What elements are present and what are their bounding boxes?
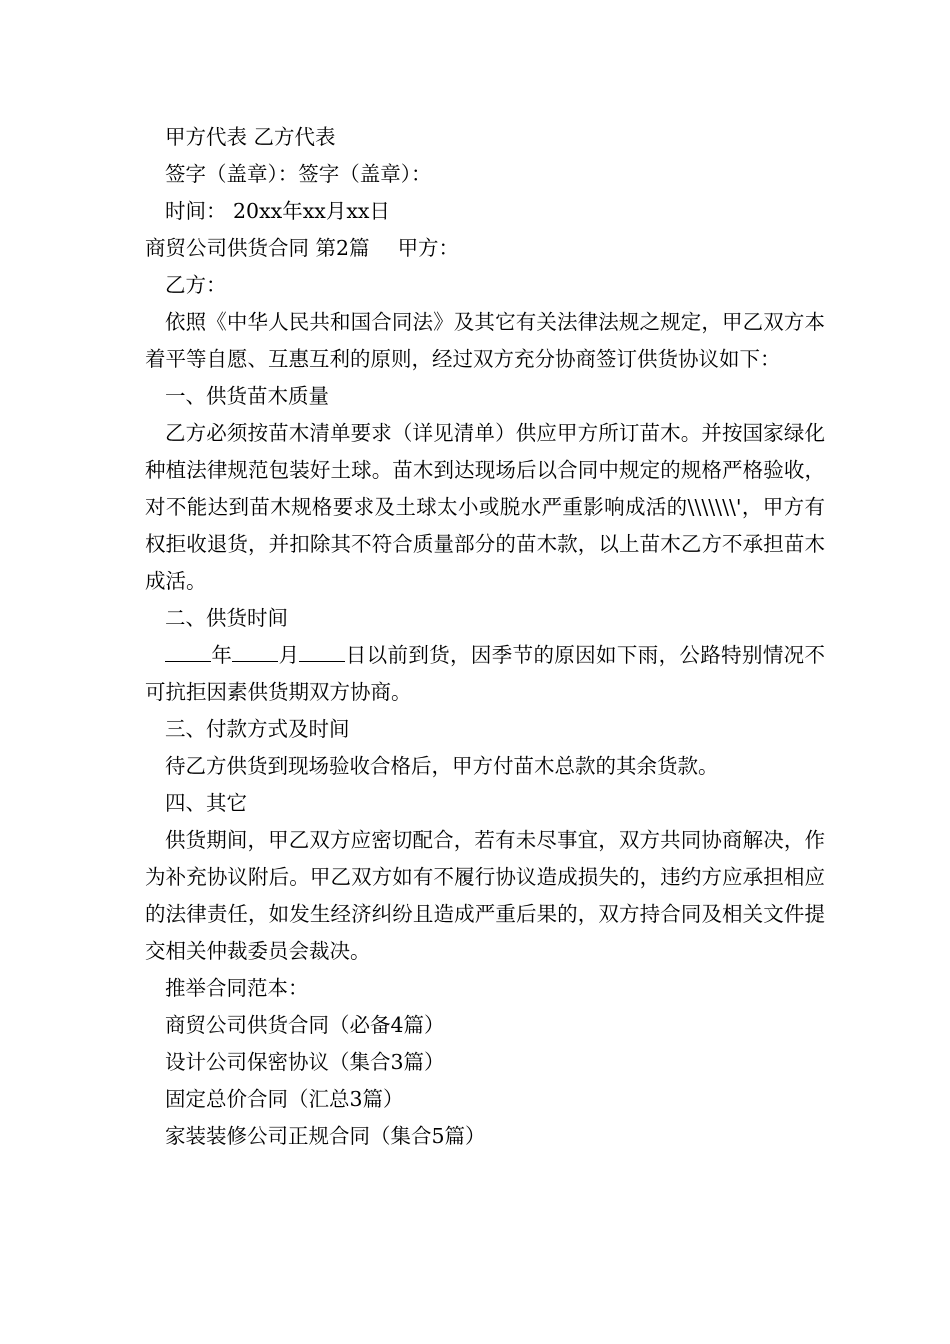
year-blank xyxy=(165,641,211,662)
section4-body: 供货期间，甲乙双方应密切配合，若有未尽事宜，双方共同协商解决，作为补充协议附后。甲乙双方如有不履行协议造成损失的，违约方应承担相应的法律责任，如发生经济纠纷且造成严重后果的，双方持合同及相关文件提交相关仲裁委员会裁决。 xyxy=(145,828,825,963)
document-page xyxy=(145,119,825,1155)
contract2-title: 商贸公司供货合同 第2篇 xyxy=(145,236,370,260)
recommend-item[interactable]: 固定总价合同（汇总3篇） xyxy=(165,1087,404,1111)
year-label: 年 xyxy=(211,643,233,667)
section4-title: 四、其它 xyxy=(165,791,247,815)
signature-date: 时间： 20xx年xx月xx日 xyxy=(165,199,390,223)
section1-body: 乙方必须按苗木清单要求（详见清单）供应甲方所订苗木。并按国家绿化种植法律规范包装好土球。苗木到达现场后以合同中规定的规格严格验收，对不能达到苗木规格要求及土球太小或脱水严重影响成活的\\\\\\\'，甲方有权拒收退货，并扣除其不符合质量部分的苗木款，以上苗木乙方不承担苗木成活。 xyxy=(145,421,825,593)
signature-reps: 甲方代表 乙方代表 xyxy=(165,125,336,149)
section1-title: 一、供货苗木质量 xyxy=(165,384,329,408)
section3-title: 三、付款方式及时间 xyxy=(165,717,350,741)
section2-rest: 日以前到货，因季节的原因如下雨，公路特别情况不可抗拒因素供货期双方协商。 xyxy=(145,643,826,704)
signature-sign: 签字（盖章）：签字（盖章）： xyxy=(165,162,432,186)
contract2-party-a: 甲方： xyxy=(397,236,460,260)
recommend-label: 推举合同范本： xyxy=(165,976,309,1000)
recommend-item[interactable]: 家装装修公司正规合同（集合5篇） xyxy=(165,1124,486,1148)
recommend-item[interactable]: 设计公司保密协议（集合3篇） xyxy=(165,1050,445,1074)
day-blank xyxy=(299,641,345,662)
contract2-intro: 依照《中华人民共和国合同法》及其它有关法律法规之规定，甲乙双方本着平等自愿、互惠互利的原则，经过双方充分协商签订供货协议如下： xyxy=(145,310,825,371)
section2-title: 二、供货时间 xyxy=(165,606,288,630)
recommend-item[interactable]: 商贸公司供货合同（必备4篇） xyxy=(165,1013,445,1037)
contract2-party-b: 乙方： xyxy=(165,273,227,297)
contract2-header xyxy=(145,230,825,267)
section2-body xyxy=(145,637,825,711)
section3-body: 待乙方供货到现场验收合格后，甲方付苗木总款的其余货款。 xyxy=(165,754,719,778)
month-blank xyxy=(232,641,278,662)
month-label: 月 xyxy=(278,643,300,667)
